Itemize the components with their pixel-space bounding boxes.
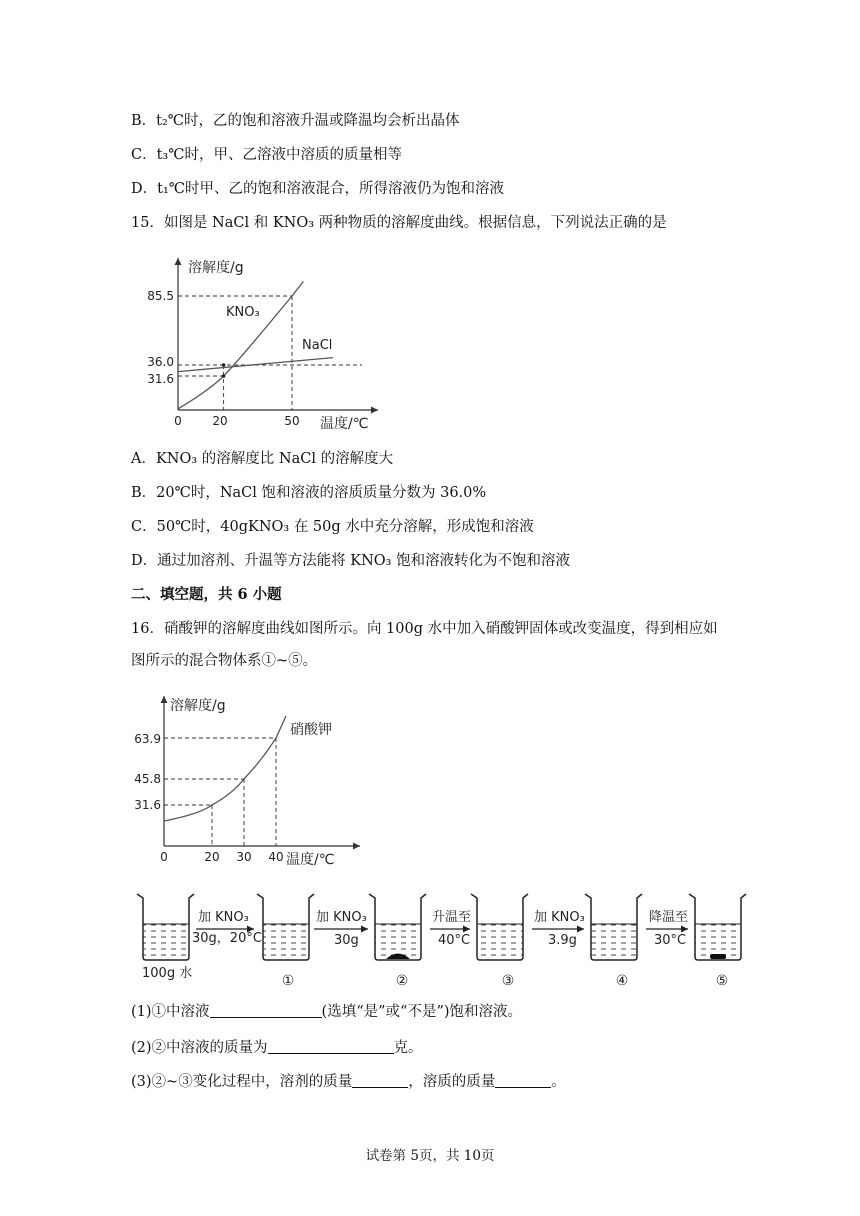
water — [143, 924, 189, 959]
water — [695, 924, 741, 959]
y-axis-label: 溶解度/g — [170, 698, 226, 714]
q14-option-c: C．t₃℃时，甲、乙溶液中溶质的质量相等 — [131, 147, 402, 163]
answer-blank[interactable] — [352, 1073, 408, 1088]
arrow-label-bottom: 30g，20°C — [192, 931, 262, 946]
arrow-label-bottom: 30g — [334, 933, 359, 948]
q16-sub1: (1)①中溶液 (选填“是”或“不是”)饱和溶液。 — [131, 1004, 523, 1020]
arrow-label-top: 升温至 — [432, 910, 472, 925]
q14-option-b: B．t₂℃时，乙的饱和溶液升温或降温均会析出晶体 — [131, 113, 460, 129]
x-axis-label: 温度/℃ — [320, 416, 369, 432]
beaker-diagram — [130, 886, 755, 990]
beaker-number: ② — [395, 973, 409, 989]
q16-sub3: (3)②~③变化过程中，溶剂的质量 ，溶质的质量 。 — [131, 1074, 566, 1090]
q16-stem-line1: 16．硝酸钾的溶解度曲线如图所示。向 100g 水中加入硝酸钾固体或改变温度，得到相应如 — [131, 621, 718, 637]
q15-option-d: D．通过加溶剂、升温等方法能将 KNO₃ 饱和溶液转化为不饱和溶液 — [131, 553, 571, 569]
beaker — [137, 894, 194, 960]
beaker — [257, 894, 314, 960]
start-label: 100g 水 — [142, 966, 193, 981]
y-tick-label: 85.5 — [147, 289, 174, 303]
answer-blank[interactable] — [495, 1073, 551, 1088]
beaker — [585, 894, 642, 960]
arrow-label-top: 加 KNO₃ — [198, 910, 249, 925]
beaker-number: ⑤ — [715, 973, 729, 989]
arrow-label-top: 加 KNO₃ — [316, 910, 367, 925]
page-footer: 试卷第 5页，共 10页 — [365, 1148, 495, 1164]
q15-option-b: B．20℃时，NaCl 饱和溶液的溶质质量分数为 36.0% — [131, 485, 487, 501]
series-line-kno3 — [164, 716, 286, 821]
x-tick-label: 20 — [212, 414, 228, 428]
water — [591, 924, 637, 959]
x-tick-label: 30 — [236, 850, 252, 864]
beaker — [369, 894, 426, 960]
q15-option-a: A．KNO₃ 的溶解度比 NaCl 的溶解度大 — [131, 451, 394, 467]
chart-q16 — [134, 690, 380, 868]
x-tick-label: 50 — [284, 414, 300, 428]
water — [263, 924, 309, 959]
x-tick-label: 0 — [160, 850, 168, 864]
y-tick-label: 36.0 — [147, 355, 174, 369]
x-tick-label: 20 — [204, 850, 220, 864]
q15-stem: 15．如图是 NaCl 和 KNO₃ 两种物质的溶解度曲线。根据信息，下列说法正确的是 — [131, 215, 667, 231]
beaker-number: ④ — [615, 973, 629, 989]
arrow-label-bottom: 30°C — [654, 933, 687, 948]
data-point — [222, 363, 226, 367]
beaker-number: ③ — [501, 973, 515, 989]
section-heading: 二、填空题，共 6 小题 — [131, 586, 282, 603]
arrow-label-top: 降温至 — [649, 910, 689, 925]
q16-stem-line2: 图所示的混合物体系①~⑤。 — [131, 653, 318, 669]
arrow-label-bottom: 40°C — [438, 933, 471, 948]
q16-sub2: (2)②中溶液的质量为 克。 — [131, 1040, 423, 1056]
q15-option-c: C．50℃时，40gKNO₃ 在 50g 水中充分溶解，形成饱和溶液 — [131, 519, 534, 535]
series-line-kno3 — [178, 281, 303, 409]
data-point — [222, 374, 226, 378]
beaker-number: ① — [281, 973, 295, 989]
y-tick-label: 31.6 — [134, 798, 161, 812]
y-tick-label: 31.6 — [147, 372, 174, 386]
q14-option-d: D．t₁℃时甲、乙的饱和溶液混合，所得溶液仍为饱和溶液 — [131, 181, 504, 197]
arrow-label-bottom: 3.9g — [548, 933, 577, 948]
arrow-label-top: 加 KNO₃ — [534, 910, 585, 925]
y-tick-label: 63.9 — [134, 732, 161, 746]
series-label-kno3: KNO₃ — [226, 305, 260, 320]
y-tick-label: 45.8 — [134, 772, 161, 786]
answer-blank[interactable] — [268, 1039, 394, 1054]
chart-q15 — [140, 250, 390, 435]
answer-blank[interactable] — [210, 1003, 322, 1018]
series-label-nacl: NaCl — [302, 338, 333, 353]
crystal-precipitate — [710, 954, 726, 959]
y-axis-label: 溶解度/g — [188, 260, 244, 276]
beaker — [471, 894, 528, 960]
series-label-kno3: 硝酸钾 — [290, 722, 332, 738]
x-tick-label: 0 — [174, 414, 182, 428]
beaker — [689, 894, 746, 960]
x-axis-label: 温度/℃ — [286, 852, 335, 868]
x-tick-label: 40 — [268, 850, 284, 864]
water — [477, 924, 523, 959]
